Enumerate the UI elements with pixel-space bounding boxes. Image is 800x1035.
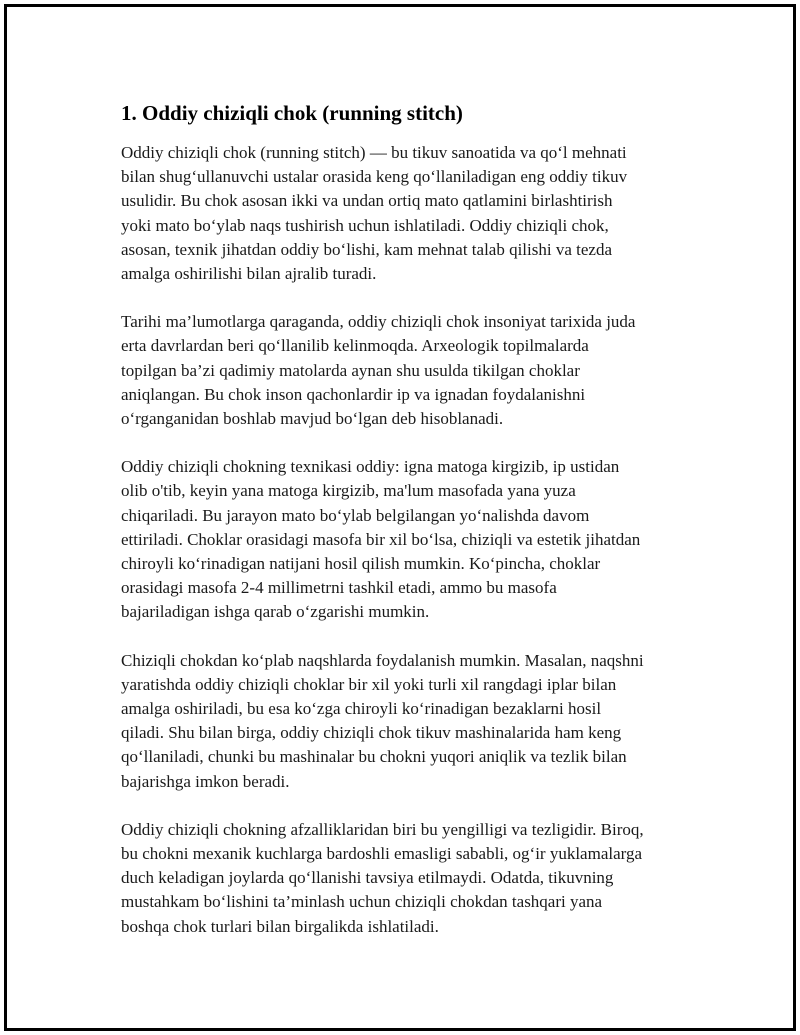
text-line: Tarihi ma’lumotlarga qaraganda, oddiy chiziqli chok insoniyat tarixida juda: [121, 312, 636, 332]
paragraph-5: [121, 818, 701, 939]
text-line: qo‘llaniladi, chunki bu mashinalar bu chokni yuqori aniqlik va tezlik bilan: [121, 747, 627, 767]
text-line: asosan, texnik jihatdan oddiy bo‘lishi, kam mehnat talab qilishi va tezda: [121, 239, 612, 259]
section-heading: 1. Oddiy chiziqli chok (running stitch): [121, 101, 463, 125]
text-line: yaratishda oddiy chiziqli choklar bir xil yoki turli xil rangdagi iplar bilan: [121, 674, 617, 694]
text-line: Chiziqli chokdan ko‘plab naqshlarda foydalanish mumkin. Masalan, naqshni: [121, 650, 644, 670]
text-line: duch keladigan joylarda qo‘llanishi tavsiya etilmaydi. Odatda, tikuvning: [121, 868, 614, 888]
text-line: aniqlangan. Bu chok inson qachonlardir ip va ignadan foydalanishni: [121, 384, 586, 404]
paragraph-2: [121, 310, 701, 431]
paragraph-3: [121, 455, 701, 624]
text-line: topilgan ba’zi qadimiy matolarda aynan shu usulda tikilgan choklar: [121, 360, 580, 380]
text-line: Oddiy chiziqli chok (running stitch) — bu tikuv sanoatida va qo‘l mehnati: [121, 143, 627, 162]
text-line: Oddiy chiziqli chokning texnikasi oddiy: igna matoga kirgizib, ip ustidan: [121, 457, 620, 477]
text-line: bilan shug‘ullanuvchi ustalar orasida keng qo‘llaniladigan eng oddiy tikuv: [121, 167, 628, 187]
text-line: olib o'tib, keyin yana matoga kirgizib, ma'lum masofada yana yuza: [121, 481, 576, 501]
text-line: bu chokni mexanik kuchlarga bardoshli emasligi sababli, og‘ir yuklamalarga: [121, 844, 643, 864]
page-frame: [4, 4, 796, 1031]
text-line: ettiriladi. Choklar orasidagi masofa bir xil bo‘lsa, chiziqli va estetik jihatdan: [121, 529, 641, 549]
text-line: usulidir. Bu chok asosan ikki va undan ortiq mato qatlamini birlashtirish: [121, 191, 613, 211]
paragraph-1: [121, 141, 701, 286]
text-line: chiqariladi. Bu jarayon mato bo‘ylab belgilangan yo‘nalishda davom: [121, 505, 590, 525]
paragraph-4: [121, 649, 701, 794]
text-line: qiladi. Shu bilan birga, oddiy chiziqli chok tikuv mashinalarida ham keng: [121, 723, 622, 743]
text-line: bajarishga imkon beradi.: [121, 771, 290, 791]
text-line: amalga oshiriladi, bu esa ko‘zga chiroyli ko‘rinadigan bezaklarni hosil: [121, 699, 602, 719]
text-line: mustahkam bo‘lishini ta’minlash uchun chiziqli chokdan tashqari yana: [121, 892, 603, 912]
text-line: amalga oshirilishi bilan ajralib turadi.: [121, 264, 377, 284]
text-line: o‘rganganidan boshlab mavjud bo‘lgan deb hisoblanadi.: [121, 409, 504, 429]
text-line: orasidagi masofa 2-4 millimetrni tashkil etadi, ammo bu masofa: [121, 578, 557, 598]
text-line: Oddiy chiziqli chokning afzalliklaridan biri bu yengilligi va tezligidir. Biroq,: [121, 819, 644, 839]
text-line: yoki mato bo‘ylab naqs tushirish uchun ishlatiladi. Oddiy chiziqli chok,: [121, 215, 609, 235]
text-line: erta davrlardan beri qo‘llanilib kelinmoqda. Arxeologik topilmalarda: [121, 336, 589, 356]
document-body: [121, 99, 701, 963]
text-line: boshqa chok turlari bilan birgalikda ishlatiladi.: [121, 916, 439, 936]
text-line: chiroyli ko‘rinadigan natijani hosil qilish mumkin. Ko‘pincha, choklar: [121, 554, 601, 574]
text-line: bajariladigan ishga qarab o‘zgarishi mumkin.: [121, 602, 430, 622]
